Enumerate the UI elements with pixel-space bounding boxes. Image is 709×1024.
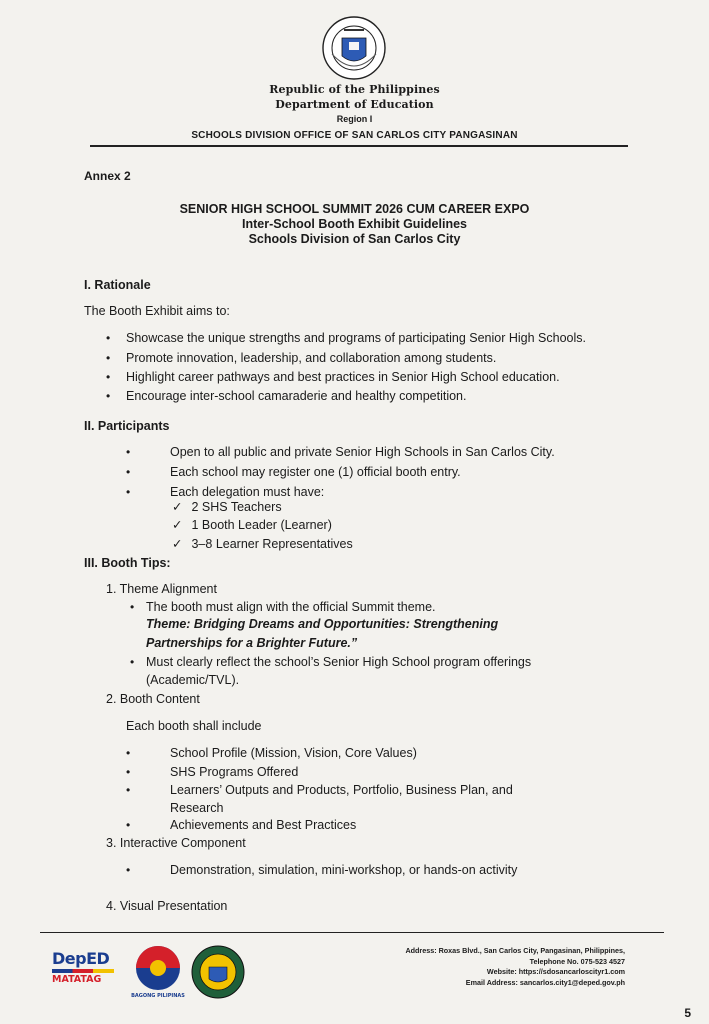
doc-subtitle: Inter-School Booth Exhibit Guidelines xyxy=(241,217,467,231)
header-region: Region I xyxy=(336,114,373,124)
check-icon: ✓ xyxy=(172,500,183,514)
list-item: • Each delegation must have: xyxy=(126,485,325,499)
tip-4-label: 4. Visual Presentation xyxy=(106,899,228,913)
list-item: • School Profile (Mission, Vision, Core Values) xyxy=(126,746,417,760)
footer-telephone: Telephone No. 075-523 4527 xyxy=(529,956,625,966)
doc-title: SENIOR HIGH SCHOOL SUMMIT 2026 CUM CAREER EXPO xyxy=(179,202,530,216)
list-item: • Demonstration, simulation, mini-workshop, or hands-on activity xyxy=(126,863,518,877)
check-item: ✓ 2 SHS Teachers xyxy=(172,500,282,514)
check-item: ✓ 1 Booth Leader (Learner) xyxy=(172,518,332,532)
header-department: Department of Education xyxy=(275,98,434,111)
list-item: • Showcase the unique strengths and programs of participating Senior High Schools. xyxy=(106,331,586,345)
bagong-pilipinas-label: BAGONG PILIPINAS xyxy=(131,993,185,999)
bagong-pilipinas-logo xyxy=(132,944,184,992)
theme-line: Theme: Bridging Dreams and Opportunities: Strengthening xyxy=(146,617,499,631)
tip-1-label: 1. Theme Alignment xyxy=(106,582,217,596)
deped-matatag-logo: DepED MATATAG xyxy=(52,949,118,1001)
sdo-san-carlos-logo xyxy=(191,945,245,999)
footer-divider xyxy=(40,932,664,933)
footer-address: Address: Roxas Blvd., San Carlos City, Pangasinan, Philippines, xyxy=(405,946,625,955)
annex-label: Annex 2 xyxy=(84,169,131,183)
tip-3-label: 3. Interactive Component xyxy=(106,836,246,850)
footer-contact xyxy=(405,946,625,988)
list-item: • Learners’ Outputs and Products, Portfolio, Business Plan, and xyxy=(126,783,513,797)
footer-website[interactable]: Website: https://sdosancarloscityr1.com xyxy=(486,967,625,976)
check-icon: ✓ xyxy=(172,537,183,551)
header-divider xyxy=(90,145,628,147)
header-republic: Republic of the Philippines xyxy=(269,83,440,96)
theme-line: Partnerships for a Brighter Future.” xyxy=(146,636,358,650)
list-item: • SHS Programs Offered xyxy=(126,765,299,779)
section-booth-tips-heading: III. Booth Tips: xyxy=(84,556,171,570)
list-item: • Highlight career pathways and best practices in Senior High School education. xyxy=(106,370,560,384)
rationale-intro: The Booth Exhibit aims to: xyxy=(84,304,230,318)
tip-2-intro: Each booth shall include xyxy=(126,719,262,733)
header-office: SCHOOLS DIVISION OFFICE OF SAN CARLOS CITY PANGASINAN xyxy=(191,130,518,141)
tip-2-label: 2. Booth Content xyxy=(106,692,200,706)
doc-division: Schools Division of San Carlos City xyxy=(248,232,461,246)
page-number: 5 xyxy=(684,1006,691,1020)
list-item-continuation: Research xyxy=(170,801,224,815)
section-participants-heading: II. Participants xyxy=(84,419,170,433)
list-item: • The booth must align with the official Summit theme. xyxy=(130,600,436,614)
deped-seal-logo xyxy=(322,16,386,80)
footer-email[interactable]: Email Address: sancarlos.city1@deped.gov.ph xyxy=(465,977,625,987)
list-item: • Open to all public and private Senior High Schools in San Carlos City. xyxy=(126,445,555,459)
check-icon: ✓ xyxy=(172,518,183,532)
check-item: ✓ 3–8 Learner Representatives xyxy=(172,537,353,551)
section-rationale-heading: I. Rationale xyxy=(84,278,151,292)
list-item: • Promote innovation, leadership, and collaboration among students. xyxy=(106,351,497,365)
list-item: • Must clearly reflect the school’s Senior High School program offerings xyxy=(130,655,532,669)
list-item: • Each school may register one (1) official booth entry. xyxy=(126,465,461,479)
list-item: • Achievements and Best Practices xyxy=(126,818,357,832)
list-item-continuation: (Academic/TVL). xyxy=(146,673,240,687)
list-item: • Encourage inter-school camaraderie and healthy competition. xyxy=(106,389,467,403)
